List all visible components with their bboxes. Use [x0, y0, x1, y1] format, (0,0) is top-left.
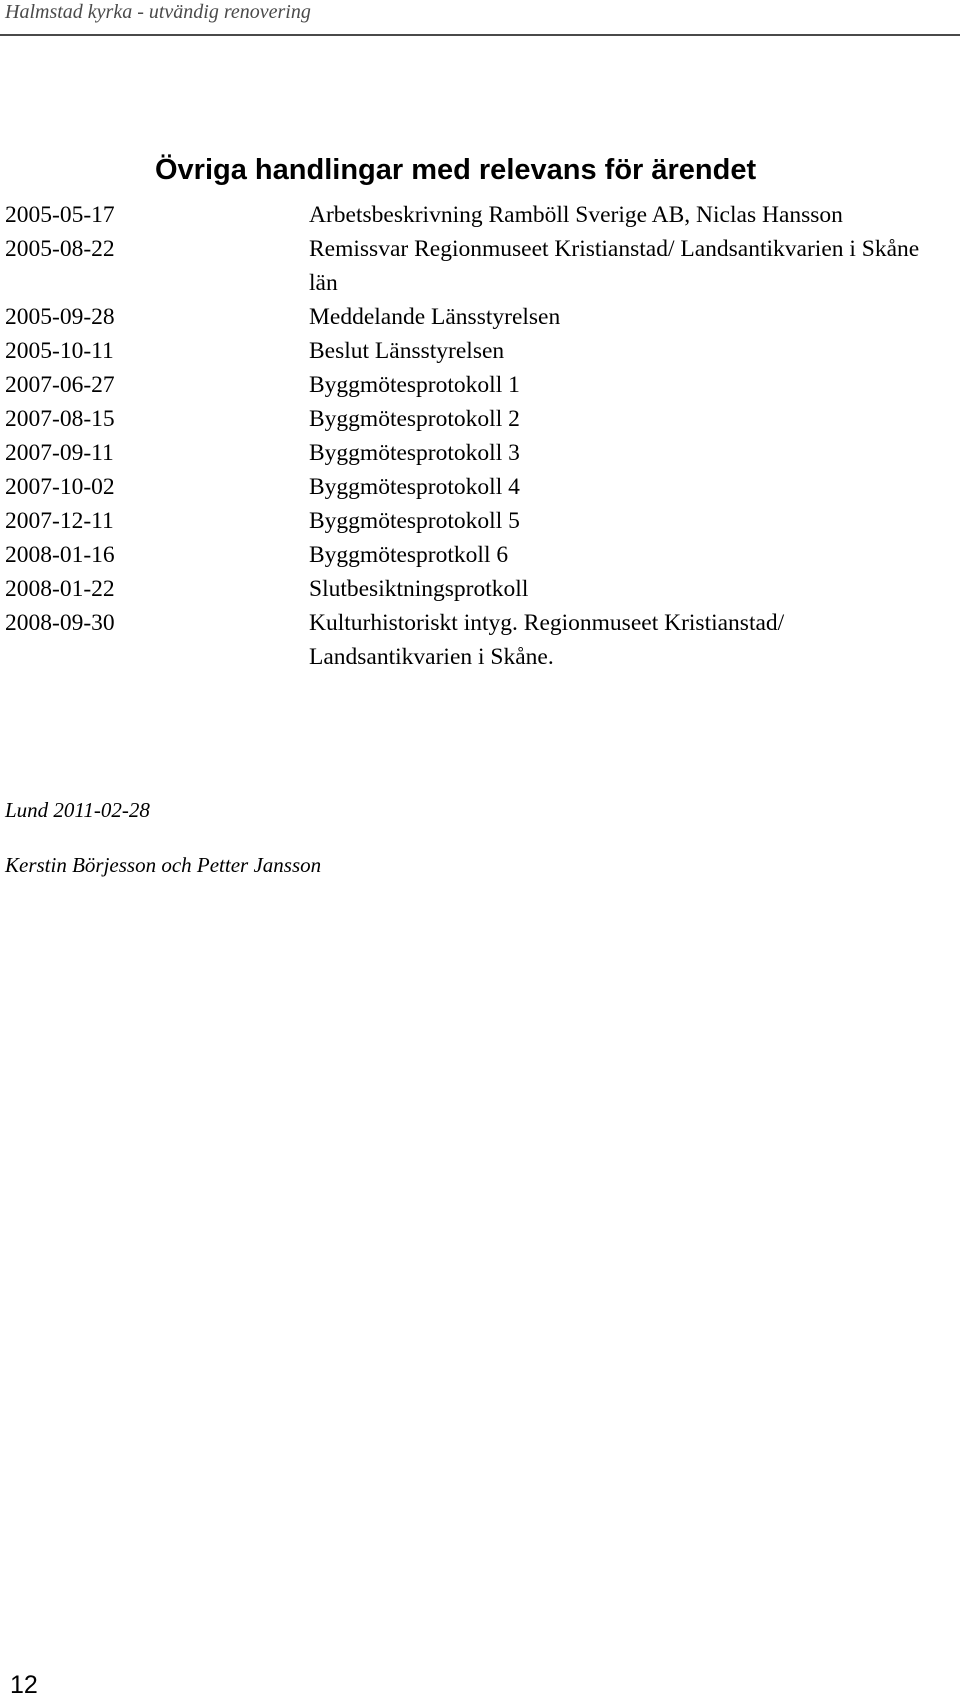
document-row — [5, 368, 945, 402]
document-date: 2007-08-15 — [5, 406, 115, 432]
document-description: Arbetsbeskrivning Ramböll Sverige AB, Niclas Hansson — [309, 202, 843, 228]
document-description: Byggmötesprotokoll 4 — [309, 474, 520, 500]
document-description: Beslut Länsstyrelsen — [309, 338, 505, 364]
document-description: Byggmötesprotokoll 3 — [309, 440, 520, 466]
document-date: 2008-01-16 — [5, 542, 115, 568]
document-date: 2008-09-30 — [5, 610, 115, 636]
document-date: 2005-08-22 — [5, 236, 115, 262]
document-row — [5, 572, 945, 606]
header-divider — [0, 34, 960, 36]
document-row — [5, 402, 945, 436]
document-description: Byggmötesprotkoll 6 — [309, 542, 509, 568]
document-date: 2007-06-27 — [5, 372, 115, 398]
document-row — [5, 300, 945, 334]
document-date: 2007-10-02 — [5, 474, 115, 500]
document-date: 2007-12-11 — [5, 508, 114, 534]
document-row — [5, 606, 945, 674]
document-row — [5, 504, 945, 538]
signature-authors: Kerstin Börjesson och Petter Jansson — [5, 853, 322, 877]
signature-place-date: Lund 2011-02-28 — [5, 798, 150, 822]
document-row — [5, 436, 945, 470]
document-description: Kulturhistoriskt intyg. Regionmuseet Kristianstad/ Landsantikvarien i Skåne. — [309, 610, 785, 670]
section-heading: Övriga handlingar med relevans för ärendet — [155, 154, 757, 186]
document-date: 2005-10-11 — [5, 338, 114, 364]
document-date: 2008-01-22 — [5, 576, 115, 602]
document-row — [5, 538, 945, 572]
document-description: Byggmötesprotokoll 1 — [309, 372, 520, 398]
document-row — [5, 470, 945, 504]
document-description: Meddelande Länsstyrelsen — [309, 304, 561, 330]
document-description: Byggmötesprotokoll 5 — [309, 508, 520, 534]
document-description: Byggmötesprotokoll 2 — [309, 406, 520, 432]
document-row — [5, 198, 945, 232]
document-date: 2007-09-11 — [5, 440, 114, 466]
document-description: Slutbesiktningsprotkoll — [309, 576, 529, 602]
document-row — [5, 334, 945, 368]
document-date: 2005-09-28 — [5, 304, 115, 330]
running-header: Halmstad kyrka - utvändig renovering — [5, 1, 311, 23]
document-description: Remissvar Regionmuseet Kristianstad/ Landsantikvarien i Skåne län — [309, 236, 920, 296]
document-list — [5, 198, 945, 674]
document-date: 2005-05-17 — [5, 202, 115, 228]
document-row — [5, 232, 945, 300]
page-number: 12 — [10, 1671, 38, 1699]
